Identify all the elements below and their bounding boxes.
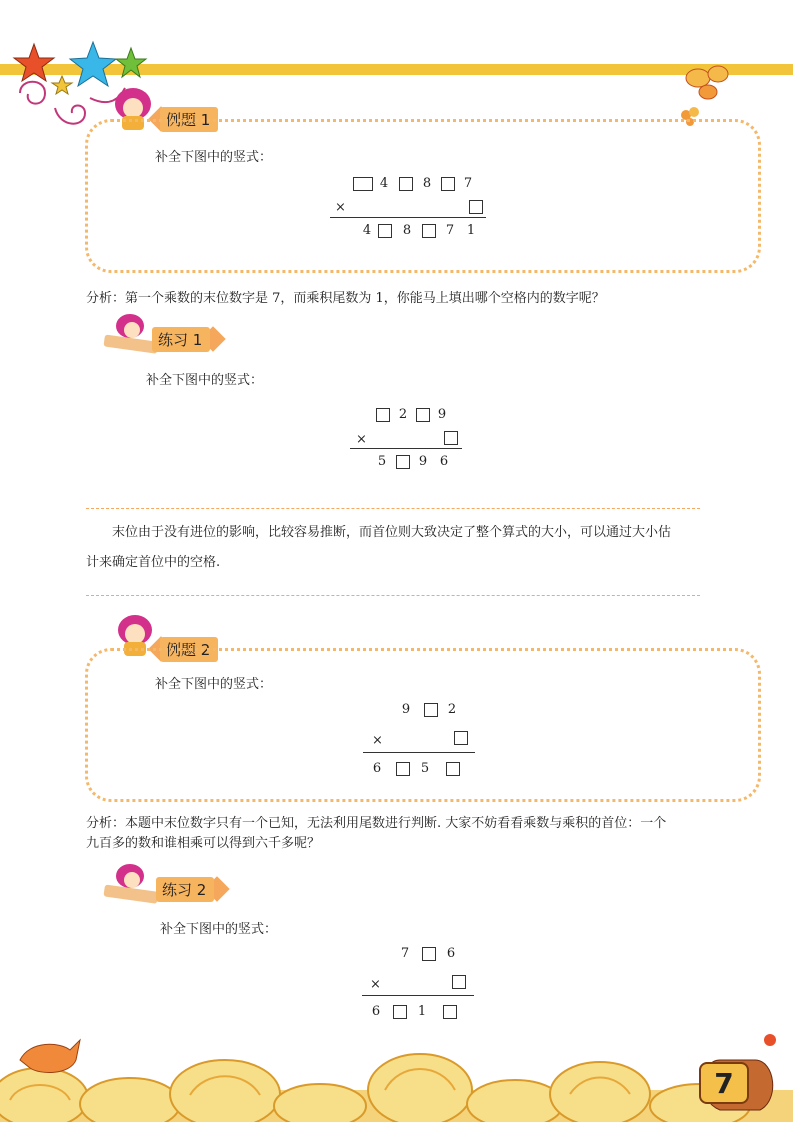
blank-box[interactable] [378,224,392,238]
practice-2-prompt: 补全下图中的竖式： [160,922,278,937]
blank-box[interactable] [399,177,413,191]
example-1-row2: × [335,200,346,215]
analysis-2: 分析：本题中末位数字只有一个已知，无法利用尾数进行判断. 大家不妨看看乘数与乘积的首位：一个 九百多的数和谁相乘可以得到六千多呢？ [86,816,667,851]
blank-box[interactable] [416,408,430,422]
practice-1-row1: 2 9 [376,407,454,422]
blank-box[interactable] [443,1005,457,1019]
example-1-prompt: 补全下图中的竖式： [155,150,273,165]
practice-1-row3: 5 9 6 [377,454,449,469]
divider [86,508,700,509]
blank-box[interactable] [454,731,468,745]
blank-box[interactable] [422,224,436,238]
mascot-reading-icon [100,862,162,906]
practice-2-row1: 7 6 [400,946,456,961]
blank-box[interactable] [452,975,466,989]
example-2-box [85,648,761,802]
blank-box[interactable] [396,455,410,469]
example-2-row3: 6 5 [370,761,460,776]
example-1-tag: 例题 1 [150,106,218,132]
blank-box[interactable] [396,762,410,776]
result-line [363,752,475,753]
example-2-row2: × [372,733,383,748]
practice-2-row3: 6 1 [369,1004,457,1019]
note-text: 末位由于没有进位的影响，比较容易推断，而首位则大致决定了整个算式的大小，可以通过大小估 计来确定首位中的空格. [86,525,672,570]
example-2-tag: 例题 2 [150,636,218,662]
example-2-prompt: 补全下图中的竖式： [155,677,273,692]
example-1-box [85,119,761,273]
blank-box[interactable] [441,177,455,191]
result-line [362,995,474,996]
result-line [330,217,486,218]
blank-box[interactable] [444,431,458,445]
blank-box[interactable] [424,703,438,717]
result-line [350,448,462,449]
bottom-decoration [0,1020,793,1122]
blank-box[interactable] [376,408,390,422]
analysis-1: 分析：第一个乘数的末位数字是 7，而乘积尾数为 1，你能马上填出哪个空格内的数字呢？ [86,291,605,306]
example-1-row3: 4 8 7 1 [362,223,476,238]
blank-box[interactable] [446,762,460,776]
blank-box[interactable] [353,177,373,191]
blank-box[interactable] [469,200,483,214]
practice-2-tag: 练习 2 [156,876,214,902]
practice-1-tag: 练习 1 [152,326,210,352]
page-number: 7 [699,1062,749,1104]
practice-1-prompt: 补全下图中的竖式： [146,373,264,388]
blank-box[interactable] [393,1005,407,1019]
example-1-row1: 4 8 7 [353,176,481,191]
divider [86,595,700,596]
practice-1-row2: × [356,432,367,447]
blank-box[interactable] [422,947,436,961]
practice-2-row2: × [370,977,381,992]
example-2-row1: 9 2 [401,702,457,717]
